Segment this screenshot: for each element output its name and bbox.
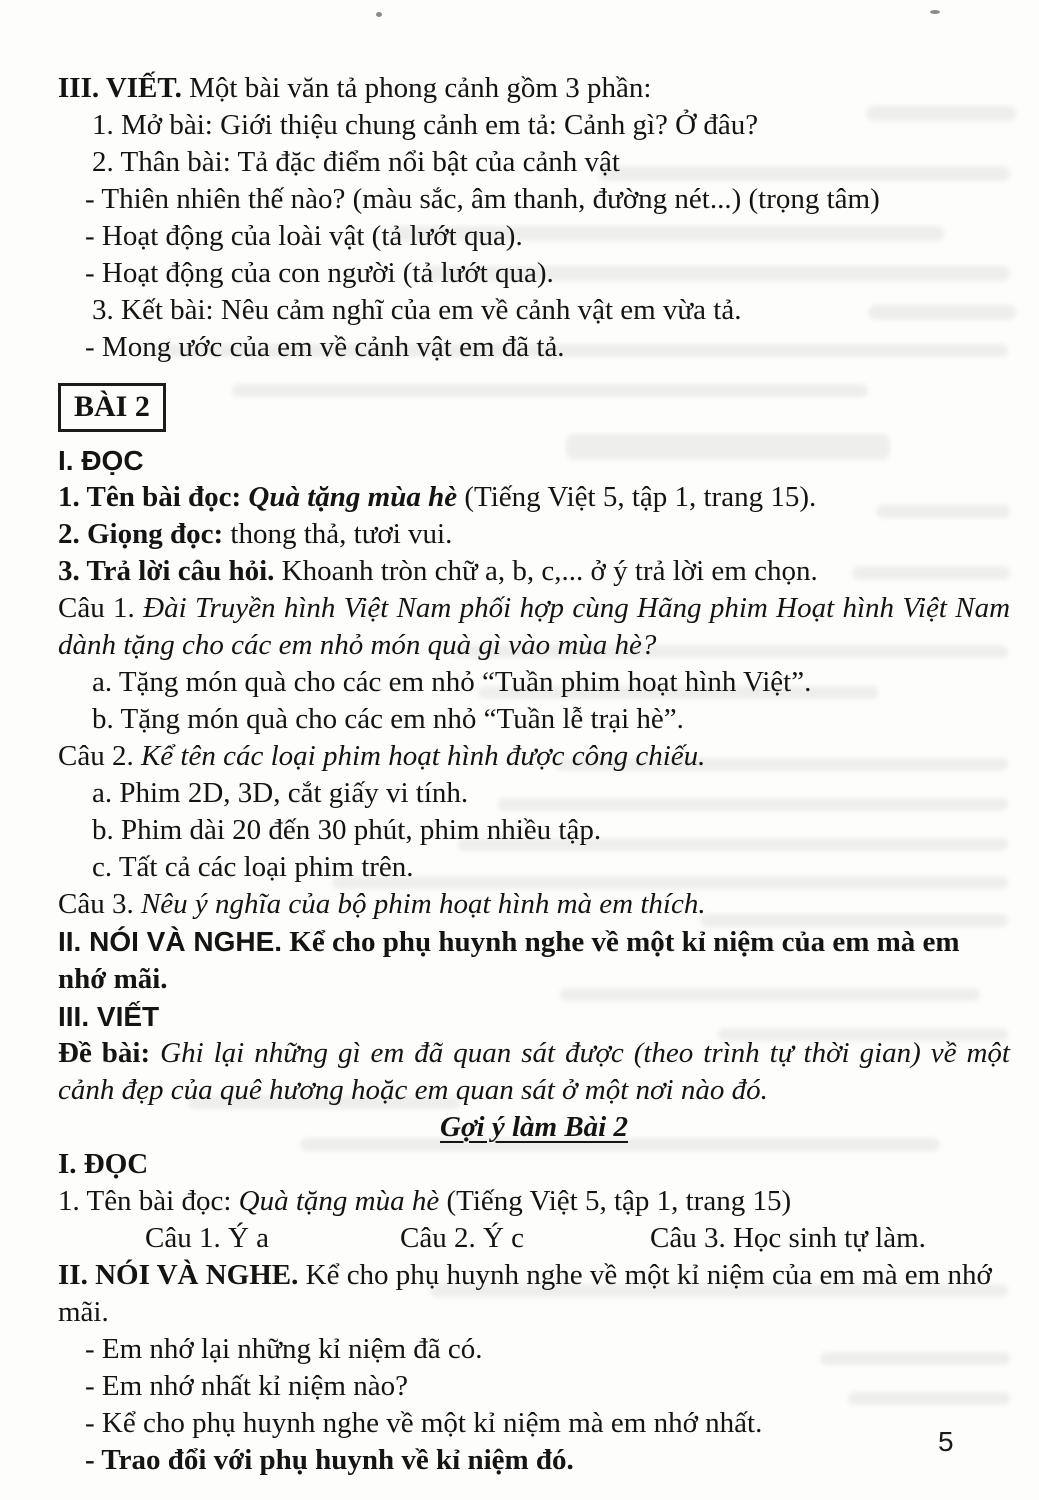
answer-3: Câu 3. Học sinh tự làm. xyxy=(650,1222,926,1254)
question-2-text: Kể tên các loại phim hoạt hình được công chiếu. xyxy=(140,740,706,772)
question-1 xyxy=(58,590,1010,664)
question-1-label: Câu 1. xyxy=(58,592,144,624)
reading-title-label: 1. Tên bài đọc: xyxy=(58,481,249,513)
outline-line: - Hoạt động của loài vật (tả lướt qua). xyxy=(85,220,523,252)
answer-row xyxy=(58,1220,1010,1257)
question-2-option-c: c. Tất cả các loại phim trên. xyxy=(92,851,414,883)
scan-speck xyxy=(930,10,940,14)
instructions-line xyxy=(58,553,1010,590)
outline-line: - Thiên nhiên thế nào? (màu sắc, âm thanh, đường nét...) (trọng tâm) xyxy=(85,183,880,215)
voice-label: 2. Giọng đọc: xyxy=(58,518,224,550)
question-3 xyxy=(58,886,1010,923)
page-number: 5 xyxy=(938,1426,954,1457)
answer-key-reading-heading: I. ĐỌC xyxy=(58,1148,149,1180)
top-section-intro: Một bài văn tả phong cảnh gồm 3 phần: xyxy=(181,72,652,104)
top-section-heading: III. VIẾT. xyxy=(58,72,182,104)
writing-heading: III. VIẾT xyxy=(58,1001,160,1032)
answer-key-speaking-heading: II. NÓI VÀ NGHE. xyxy=(58,1259,299,1291)
answer-key-speaking-text: Kể cho phụ huynh nghe về một kỉ niệm của em mà em nhớ mãi. xyxy=(58,1259,992,1328)
answer-key-title-line xyxy=(58,1109,1010,1146)
question-3-text: Nêu ý nghĩa của bộ phim hoạt hình mà em thích. xyxy=(140,888,706,920)
answer-key-title: Gợi ý làm Bài 2 xyxy=(440,1111,628,1143)
question-2-label: Câu 2. xyxy=(58,740,141,772)
voice-line xyxy=(58,516,1010,553)
speaking-tip: - Em nhớ nhất kỉ niệm nào? xyxy=(85,1370,408,1402)
question-1-option-a: a. Tặng món quà cho các em nhỏ “Tuần phim hoạt hình Việt”. xyxy=(92,666,812,698)
speaking-heading-line xyxy=(58,923,1010,998)
speaking-tip: - Em nhớ lại những kỉ niệm đã có. xyxy=(85,1333,483,1365)
lesson-badge-wrap xyxy=(58,383,1010,432)
reading-title: Quà tặng mùa hè xyxy=(248,481,458,513)
reading-title-line xyxy=(58,479,1010,516)
instructions-label: 3. Trả lời câu hỏi. xyxy=(58,555,275,587)
voice-text: thong thả, tươi vui. xyxy=(223,518,453,550)
question-2 xyxy=(58,738,1010,775)
speaking-text: Kể cho phụ huynh nghe về một kỉ niệm của em mà em nhớ mãi. xyxy=(58,926,960,995)
writing-topic-label: Đề bài: xyxy=(58,1037,161,1069)
writing-topic-text: Ghi lại những gì em đã quan sát được (theo trình tự thời gian) về một cảnh đẹp của quê hương hoặc em quan sát ở một nơi nào đó. xyxy=(58,1037,1010,1106)
answer-key-reading-label: 1. Tên bài đọc: xyxy=(58,1185,239,1217)
speaking-heading: II. NÓI VÀ NGHE. xyxy=(58,926,283,957)
question-2-option-b: b. Phim dài 20 đến 30 phút, phim nhiều tập. xyxy=(92,814,602,846)
answer-key-reading-ref: (Tiếng Việt 5, tập 1, trang 15) xyxy=(439,1185,792,1217)
answer-key-reading-line xyxy=(58,1183,1010,1220)
reading-title-ref: (Tiếng Việt 5, tập 1, trang 15). xyxy=(457,481,817,513)
speaking-tip: - Trao đổi với phụ huynh về kỉ niệm đó. xyxy=(85,1444,574,1476)
speaking-tip: - Kể cho phụ huynh nghe về một kỉ niệm mà em nhớ nhất. xyxy=(85,1407,763,1439)
outline-line: 2. Thân bài: Tả đặc điểm nổi bật của cảnh vật xyxy=(92,146,620,178)
answer-2: Câu 2. Ý c xyxy=(400,1222,525,1254)
instructions-text: Khoanh tròn chữ a, b, c,... ở ý trả lời em chọn. xyxy=(274,555,818,587)
outline-line: 1. Mở bài: Giới thiệu chung cảnh em tả: Cảnh gì? Ở đâu? xyxy=(92,109,759,141)
answer-1: Câu 1. Ý a xyxy=(145,1222,270,1254)
question-2-option-a: a. Phim 2D, 3D, cắt giấy vi tính. xyxy=(92,777,469,809)
page-content xyxy=(58,70,1010,1479)
question-3-label: Câu 3. xyxy=(58,888,141,920)
lesson-badge: BÀI 2 xyxy=(58,383,166,432)
answer-key-speaking-line xyxy=(58,1257,1010,1331)
reading-heading: I. ĐỌC xyxy=(58,445,144,476)
question-1-text: Đài Truyền hình Việt Nam phối hợp cùng Hãng phim Hoạt hình Việt Nam dành tặng cho các em nhỏ món quà gì vào mùa hè? xyxy=(58,592,1011,661)
outline-line: 3. Kết bài: Nêu cảm nghĩ của em về cảnh vật em vừa tả. xyxy=(92,294,742,326)
outline-line: - Mong ước của em về cảnh vật em đã tả. xyxy=(85,331,565,363)
scan-speck xyxy=(376,12,382,17)
writing-topic-line xyxy=(58,1035,1010,1109)
answer-key-reading-title: Quà tặng mùa hè xyxy=(238,1185,440,1217)
outline-line: - Hoạt động của con người (tả lướt qua). xyxy=(85,257,554,289)
top-section-heading-line xyxy=(58,70,1010,107)
question-1-option-b: b. Tặng món quà cho các em nhỏ “Tuần lễ trại hè”. xyxy=(92,703,684,735)
